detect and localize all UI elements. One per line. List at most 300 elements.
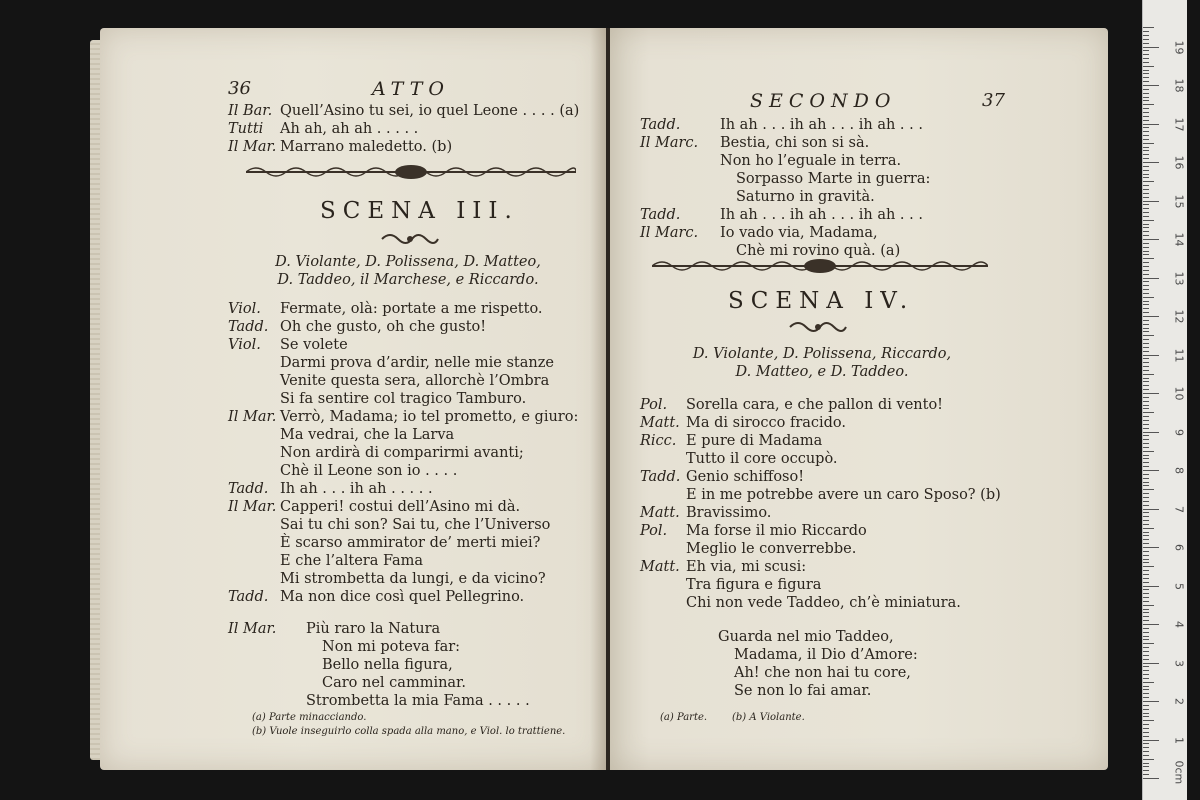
speaker-label: Pol. [640,397,668,413]
ruler-tick [1143,27,1154,28]
ruler-tick [1143,285,1149,286]
ruler-tick [1143,112,1149,113]
ruler-tick [1143,262,1149,263]
running-header-left: ATTO [372,78,450,100]
ruler-tick [1143,435,1149,436]
ruler-tick [1143,458,1149,459]
ruler-tick [1143,478,1149,479]
ruler-tick [1143,416,1149,417]
line-text: Chè mi rovino quà. (a) [736,243,901,259]
speaker-label: Tadd. [228,589,269,605]
ruler-tick [1143,555,1149,556]
speaker-label: Tadd. [640,207,681,223]
ruler-tick [1143,347,1149,348]
ruler-tick [1143,778,1159,779]
ruler-label: 5 [1172,582,1186,590]
line-text: Tra figura e figura [686,577,822,593]
ruler-label: 1 [1172,736,1186,744]
speaker-label: Tadd. [640,469,681,485]
ruler-tick [1143,177,1149,178]
ruler-tick [1143,420,1149,421]
ruler-tick [1143,728,1149,729]
line-text: Io vado via, Madama, [720,225,878,241]
ruler-tick [1143,670,1149,671]
ruler-tick [1143,412,1154,413]
ruler-label: 16 [1172,155,1186,170]
speaker-label: Tadd. [640,117,681,133]
page-number-left: 36 [228,78,251,99]
aria-line: Caro nel camminar. [322,675,467,691]
ruler-tick [1143,528,1154,529]
ruler-tick [1143,39,1149,40]
line-text: Ah ah, ah ah . . . . . [280,121,419,137]
ruler-tick [1143,320,1149,321]
ruler-tick [1143,759,1154,760]
ruler-tick [1143,489,1154,490]
flourish-right [788,320,848,334]
ruler-tick [1143,443,1149,444]
ruler-tick [1143,705,1149,706]
line-text: Ih ah . . . ih ah . . . . . [280,481,433,497]
ruler-tick [1143,343,1149,344]
ruler-tick [1143,732,1149,733]
ruler-tick [1143,659,1149,660]
ruler-tick [1143,774,1149,775]
ruler-tick [1143,251,1149,252]
page-number-right: 37 [982,90,1005,111]
line-text: Mi strombetta da lungi, e da vicino? [280,571,546,587]
ruler-tick [1143,162,1159,163]
ruler-tick [1143,593,1149,594]
ruler-label: 6 [1172,544,1186,551]
ruler-tick [1143,316,1159,317]
footnote-b-right: (b) A Violante. [732,712,805,723]
ruler-tick [1143,709,1149,710]
ruler-tick [1143,158,1149,159]
ruler-tick [1143,582,1149,583]
ruler-tick [1143,304,1149,305]
ruler-tick [1143,135,1149,136]
ruler-tick [1143,474,1149,475]
ruler-label: 15 [1172,194,1186,208]
ruler-tick [1143,266,1149,267]
ruler-label: 0cm [1172,760,1186,785]
ruler-tick [1143,736,1149,737]
ruler-tick [1143,35,1149,36]
ruler-tick [1143,274,1149,275]
ruler-tick [1143,358,1149,359]
ruler-tick [1143,509,1159,510]
ruler-tick [1143,505,1149,506]
ruler-tick [1143,636,1149,637]
ruler-tick [1143,378,1149,379]
ruler-label: 3 [1172,659,1186,667]
ruler-label: 10 [1172,386,1186,401]
line-text: E in me potrebbe avere un caro Sposo? (b) [686,487,1001,503]
line-text: Ma non dice così quel Pellegrino. [280,589,525,605]
ruler-label: 14 [1172,232,1186,247]
ruler-tick [1143,50,1149,51]
ruler-tick [1143,655,1149,656]
ruler-tick [1143,374,1154,375]
ruler-tick [1143,339,1149,340]
ruler-tick [1143,131,1149,132]
ruler-tick [1143,589,1149,590]
ruler-tick [1143,601,1149,602]
footnote-a-left: (a) Parte minacciando. [252,712,367,723]
ruler-tick [1143,66,1154,67]
ruler-tick [1143,408,1149,409]
ruler-tick [1143,85,1159,86]
ruler-tick [1143,570,1149,571]
ruler-tick [1143,143,1154,144]
ruler-tick [1143,447,1149,448]
ruler-tick [1143,632,1149,633]
ruler-tick [1143,713,1149,714]
ruler-tick [1143,628,1149,629]
ruler-tick [1143,331,1149,332]
line-text: Capperi! costui dell’Asino mi dà. [280,499,521,515]
flourish-left [380,232,440,246]
speaker-label: Matt. [640,415,680,431]
ruler-tick [1143,170,1149,171]
ruler-tick [1143,624,1159,625]
aria-line: Madama, il Dio d’Amore: [734,647,918,663]
speaker-label: Il Mar. [228,499,277,515]
speaker-label: Il Mar. [228,621,277,637]
aria-line: Se non lo fai amar. [734,683,872,699]
ruler-tick [1143,351,1149,352]
ruler-tick [1143,609,1149,610]
ruler-label: 4 [1172,621,1186,628]
ruler-tick [1143,605,1154,606]
ruler-tick [1143,147,1149,148]
line-text: Ih ah . . . ih ah . . . ih ah . . . [720,207,923,223]
ruler-tick [1143,543,1149,544]
ruler-tick [1143,566,1154,567]
ornamental-border-left [246,164,576,180]
line-text: Darmi prova d’ardir, nelle mie stanze [280,355,554,371]
line-text: Ma vedrai, che la Larva [280,427,455,443]
ruler-tick [1143,574,1149,575]
ruler-tick [1143,389,1149,390]
ruler-tick [1143,127,1149,128]
line-text: Ih ah . . . ih ah . . . ih ah . . . [720,117,923,133]
ruler-tick [1143,763,1149,764]
ruler-tick [1143,439,1149,440]
ruler-tick [1143,682,1154,683]
ruler-tick [1143,697,1149,698]
ruler-tick [1143,73,1149,74]
ruler-tick [1143,227,1149,228]
ruler-tick [1143,547,1159,548]
ruler-tick [1143,701,1159,702]
ruler-tick [1143,451,1154,452]
aria-line: Più raro la Natura [306,621,441,637]
ruler-tick [1143,301,1149,302]
ruler-tick [1143,551,1149,552]
ruler-tick [1143,532,1149,533]
speaker-label: Matt. [640,559,680,575]
speaker-label: Il Bar. [228,103,273,119]
line-text: Verrò, Madama; io tel prometto, e giuro: [280,409,579,425]
speaker-label: Matt. [640,505,680,521]
line-text: Chè il Leone son io . . . . [280,463,458,479]
ruler-tick [1143,666,1149,667]
line-text: Marrano maledetto. (b) [280,139,453,155]
ruler-tick [1143,58,1149,59]
ruler-tick [1143,120,1149,121]
ruler-tick [1143,150,1149,151]
ruler-tick [1143,189,1149,190]
ruler-label: 12 [1172,309,1186,324]
line-text: Quell’Asino tu sei, io quel Leone . . . . (a) [280,103,580,119]
ruler-tick [1143,220,1154,221]
ruler-tick [1143,362,1149,363]
ruler-tick [1143,559,1149,560]
line-text: Fermate, olà: portate a me rispetto. [280,301,543,317]
speaker-label: Il Mar. [228,139,277,155]
ruler-tick [1143,743,1149,744]
line-text: Saturno in gravità. [736,189,875,205]
cast-list-left-2: D. Taddeo, il Marchese, e Riccardo. [277,272,539,288]
line-text: Sorella cara, e che pallon di vento! [686,397,944,413]
line-text: È scarso ammirator de’ merti miei? [280,535,541,551]
ruler-tick [1143,755,1149,756]
speaker-label: Viol. [228,301,261,317]
ruler-label: 7 [1172,505,1186,513]
ruler-label: 8 [1172,467,1186,474]
speaker-label: Tadd. [228,319,269,335]
ruler-tick [1143,308,1149,309]
aria-line: Strombetta la mia Fama . . . . . [306,693,530,709]
ruler-label: 13 [1172,271,1186,285]
ruler-tick [1143,335,1154,336]
ruler-tick [1143,385,1149,386]
ruler-tick [1143,424,1149,425]
ruler-tick [1143,740,1159,741]
ruler-tick [1143,524,1149,525]
ruler-tick [1143,201,1159,202]
ruler-tick [1143,393,1159,394]
ruler-tick [1143,535,1149,536]
speaker-label: Viol. [228,337,261,353]
ruler-tick [1143,77,1149,78]
ruler-tick [1143,639,1149,640]
ruler-tick [1143,432,1159,433]
ruler-tick [1143,312,1149,313]
ruler-tick [1143,428,1149,429]
ornamental-border-right [652,258,988,274]
ruler-tick [1143,470,1159,471]
ruler-tick [1143,297,1154,298]
ruler-tick [1143,254,1149,255]
ruler-tick [1143,501,1149,502]
ruler-tick [1143,208,1149,209]
ruler-tick [1143,100,1149,101]
ruler-tick [1143,766,1149,767]
ruler-tick [1143,54,1149,55]
cast-list-right-2: D. Matteo, e D. Taddeo. [735,364,909,380]
aria-line: Bello nella figura, [322,657,453,673]
ruler-label: 2 [1172,698,1186,705]
ruler-tick [1143,612,1149,613]
line-text: Chi non vede Taddeo, ch’è miniatura. [686,595,961,611]
ruler-tick [1143,497,1149,498]
ruler-tick [1143,328,1149,329]
ruler-tick [1143,586,1159,587]
line-text: Meglio le converrebbe. [686,541,857,557]
speaker-label: Il Mar. [228,409,277,425]
line-text: Ma di sirocco fracido. [686,415,847,431]
running-header-right: SECONDO [750,90,897,112]
line-text: Se volete [280,337,348,353]
ruler-tick [1143,674,1149,675]
ruler-tick [1143,224,1149,225]
ruler-tick [1143,89,1149,90]
speaker-label: Tadd. [228,481,269,497]
ruler-tick [1143,97,1149,98]
line-text: Ma forse il mio Riccardo [686,523,867,539]
ruler-tick [1143,270,1149,271]
ruler-tick [1143,751,1149,752]
ruler-tick [1143,724,1149,725]
cast-list-left-1: D. Violante, D. Polissena, D. Matteo, [275,254,541,270]
ruler-tick [1143,139,1149,140]
line-text: Venite questa sera, allorchè l’Ombra [280,373,550,389]
ruler-tick [1143,597,1149,598]
ruler-tick [1143,455,1149,456]
ruler-tick [1143,81,1149,82]
speaker-label: Tutti [228,121,264,137]
measurement-ruler [1142,0,1187,800]
aria-line: Non mi poteva far: [322,639,461,655]
ruler-tick [1143,47,1159,48]
ruler-tick [1143,154,1149,155]
ruler-tick [1143,539,1149,540]
ruler-tick [1143,747,1149,748]
ruler-tick [1143,93,1149,94]
cast-list-right-1: D. Violante, D. Polissena, Riccardo, [692,346,952,362]
ruler-label: 11 [1172,348,1186,362]
ruler-tick [1143,174,1149,175]
ruler-tick [1143,247,1149,248]
ruler-tick [1143,366,1149,367]
ruler-tick [1143,405,1149,406]
ruler-tick [1143,31,1149,32]
ruler-tick [1143,520,1149,521]
ruler-tick [1143,278,1159,279]
line-text: Non ho l’eguale in terra. [720,153,902,169]
ruler-tick [1143,482,1149,483]
ruler-tick [1143,204,1149,205]
ruler-label: 18 [1172,78,1186,93]
ruler-tick [1143,370,1149,371]
ruler-tick [1143,239,1159,240]
ruler-label: 9 [1172,428,1186,436]
line-text: Sai tu chi son? Sai tu, che l’Universo [280,517,551,533]
line-text: E che l’altera Fama [280,553,424,569]
ruler-tick [1143,716,1149,717]
line-text: Non ardirà di comparirmi avanti; [280,445,524,461]
ruler-tick [1143,647,1149,648]
speaker-label: Pol. [640,523,668,539]
ruler-tick [1143,397,1149,398]
ruler-tick [1143,185,1149,186]
ruler-tick [1143,720,1154,721]
ruler-tick [1143,62,1149,63]
ruler-tick [1143,493,1149,494]
ruler-tick [1143,243,1149,244]
ruler-tick [1143,578,1149,579]
ruler-tick [1143,166,1149,167]
open-book [100,28,1108,770]
ruler-tick [1143,689,1149,690]
scene-title-left: SCENA III. [320,198,519,224]
ruler-tick [1143,401,1149,402]
speaker-label: Il Marc. [640,135,699,151]
right-page [610,28,1108,770]
line-text: Bestia, chi son si sà. [720,135,870,151]
ruler-tick [1143,181,1154,182]
ruler-tick [1143,258,1154,259]
line-text: Eh via, mi scusi: [686,559,807,575]
ruler-tick [1143,651,1149,652]
ruler-tick [1143,643,1154,644]
ruler-tick [1143,466,1149,467]
line-text: Genio schiffoso! [686,469,805,485]
ruler-tick [1143,616,1149,617]
line-text: Oh che gusto, oh che gusto! [280,319,487,335]
line-text: E pure di Madama [686,433,823,449]
ruler-tick [1143,512,1149,513]
ruler-tick [1143,235,1149,236]
ruler-tick [1143,770,1149,771]
ruler-tick [1143,485,1149,486]
ruler-tick [1143,462,1149,463]
aria-line: Ah! che non hai tu core, [734,665,911,681]
ruler-label: 19 [1172,40,1186,54]
speaker-label: Ricc. [640,433,677,449]
ruler-tick [1143,281,1149,282]
footnote-b-left: (b) Vuole inseguirlo colla spada alla mano, e Viol. lo trattiene. [252,726,566,737]
ruler-tick [1143,124,1159,125]
ruler-tick [1143,289,1149,290]
ruler-label: 17 [1172,117,1186,131]
line-text: Bravissimo. [686,505,772,521]
ruler-tick [1143,693,1149,694]
left-page [100,28,608,770]
ruler-tick [1143,663,1159,664]
ruler-tick [1143,355,1159,356]
ruler-tick [1143,562,1149,563]
ruler-tick [1143,516,1149,517]
ruler-tick [1143,116,1149,117]
ruler-tick [1143,324,1149,325]
ruler-tick [1143,197,1149,198]
ruler-tick [1143,381,1149,382]
ruler-tick [1143,212,1149,213]
footnote-a-right: (a) Parte. [660,712,708,723]
speaker-label: Il Marc. [640,225,699,241]
aria-line: Guarda nel mio Taddeo, [718,629,894,645]
scene-title-right: SCENA IV. [728,288,915,314]
ruler-tick [1143,231,1149,232]
ruler-tick [1143,686,1149,687]
ruler-tick [1143,620,1149,621]
line-text: Tutto il core occupò. [686,451,838,467]
ruler-tick [1143,104,1154,105]
